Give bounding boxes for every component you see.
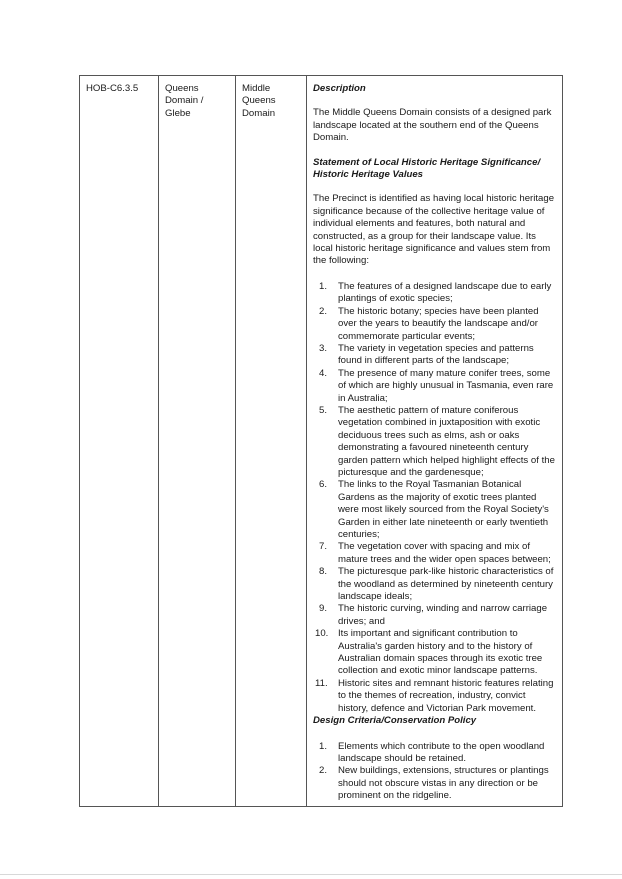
heritage-precinct-table [79,75,563,807]
list-item: 2. The historic botany; species have been planted over the years to beautify the landscape and/or commemorate particular events; [319,305,539,342]
significance-section [313,157,556,715]
list-item: 10. Its important and significant contribution to Australia's garden history and to the history of Australian domain spaces through its exotic tree collection and exotic minor landscape patterns. [315,628,543,677]
criteria-heading: Design Criteria/Conservation Policy [313,715,477,727]
list-item: 4. The presence of many mature conifer trees, some of which are highly unusual in Tasmania, even rare in Australia; [319,367,554,404]
description-cell [307,76,563,807]
list-item: 2. New buildings, extensions, structures or plantings should not obscure vistas in any direction or be prominent on the ridgeline. [319,765,549,802]
list-item: 3. The variety in vegetation species and patterns found in different parts of the landscape; [319,342,534,367]
description-text: The Middle Queens Domain consists of a designed park landscape located at the southern end of the Queens Domain. [313,107,552,144]
list-item: 5. The aesthetic pattern of mature coniferous vegetation combined in juxtaposition with exotic deciduous trees such as elms, ash or oaks demonstrating a favoured nineteenth century garden pattern which helped highlight effects of the picturesque and the gardenesque; [319,404,555,478]
list-item: 1. Elements which contribute to the open woodland landscape should be retained. [319,740,545,764]
list-item: 6. The links to the Royal Tasmanian Botanical Gardens as the majority of exotic trees planted were most likely sourced from the Royal Society's Garden in either late nineteenth or early twentieth centuries; [319,479,549,540]
table-row [80,76,563,807]
suburb-cell: Queens Domain / Glebe [159,76,236,807]
list-item: 11. Historic sites and remnant historic features relating to the themes of recreation, industry, convict history, defence and Victorian Park movement. [315,677,554,714]
list-item: 8. The picturesque park-like historic characteristics of the woodland as determined by nineteenth century landscape ideals; [319,566,554,603]
list-item: 1. The features of a designed landscape due to early plantings of exotic species; [319,280,552,305]
precinct-name-cell: Middle Queens Domain [236,76,307,807]
precinct-id-cell: HOB-C6.3.5 [80,76,159,807]
list-item: 7. The vegetation cover with spacing and mix of mature trees and the wider open spaces between; [319,541,551,565]
significance-intro: The Precinct is identified as having local historic heritage significance because of the collective heritage value of individual elements and features, both natural and constructed, as a group for their landscape value. Its local historic heritage significance and values stem from the following: [313,193,555,267]
significance-heading: Statement of Local Historic Heritage Significance/ Historic Heritage Values [313,156,541,181]
significance-list [313,281,556,715]
criteria-list [313,741,556,803]
criteria-section [313,715,556,802]
list-item: 9. The historic curving, winding and narrow carriage drives; and [319,603,548,627]
description-heading: Description [313,83,366,94]
page-bottom-rule [0,874,622,875]
